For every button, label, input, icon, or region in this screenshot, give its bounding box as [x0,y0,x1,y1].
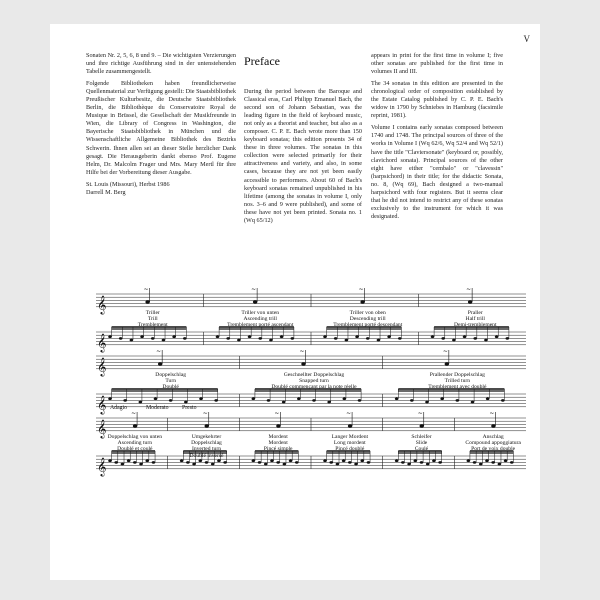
german-intro-column [86,52,236,201]
ornament-symbol-icon: ~ [442,348,448,355]
ornament-symbol-icon: ~ [131,410,137,417]
page-number: V [523,34,530,44]
ornament-label-line: Tremblement [137,322,168,329]
ornament-label-line: Snapped turn [299,378,329,385]
ornament-label [464,434,522,453]
ornament-label-line: Praller [467,310,483,316]
tempo-marking: Presto [182,405,197,411]
ornament-symbol-icon: ~ [358,286,364,293]
ornament-label-line: Tremblement porté descendant [333,322,403,329]
ornament-label-line: Inverted turn [191,446,221,453]
ornament-table [96,286,526,478]
ornament-label-line: Pincé doublé [335,446,365,453]
ornament-symbol-icon: ~ [274,410,280,417]
ornament-symbol-icon: ~ [489,410,495,417]
ornament-label-line: Doppelschlag von unten [107,434,163,440]
ornament-symbol-icon: ~ [466,286,472,293]
treble-clef-icon: 𝄞 [97,418,107,438]
ornament-label-line: Doppelschlag [155,372,187,378]
preface-paragraph: Volume I contains early sonatas composed between 1740 and 1748. The principal sources of three of the works in Volume I (Wq 62/6, Wq 52/4 and Wq 52/1) have the title "Claviersonate" (keyboard or, possibly, clavichord sonata). Principal sources of the other eight have either "cembalo" or "clavessin" (harpsichord) in their title; for the didactic Sonata, no. 8, (Wq 69), Bach designed a two-manual harpsichord with four registers. But it seems clear that he did not intend to restrict any of these sonatas exclusively to the instrument for which it was designated. [371,124,503,220]
ornament-label [178,434,236,459]
ornament-label-line: Turn [165,378,176,385]
ornament-label-line: Long mordent [333,440,366,447]
ornament-label-line: Doublé inversé [189,452,224,459]
tempo-marking: Adagio [110,405,128,411]
ornament-label [249,434,307,453]
ornament-label-line: Triller [145,310,160,316]
ornament-label [106,372,235,391]
ornament-label-line: Prallender Doppelschlag [429,372,485,378]
treble-clef-icon: 𝄞 [97,332,107,352]
ornament-symbol-icon: ~ [202,410,208,417]
ornament-label-line: Schleifer [411,434,432,440]
ornament-label [106,434,164,453]
ornament-label-line: Langer Mordent [331,434,369,440]
ornament-symbol-icon: ~ [299,348,305,355]
ornament-symbol-icon: ~ [417,410,423,417]
preface-paragraph: The 34 sonatas in this edition are presented in the chronological order of composition established by the Estate Catalog published by C. P. E. Bach's widow in 1790 by Schniebes in Hamburg (facsimile reprint, 1981). [371,80,503,120]
ornament-label-line: Ascending trill [243,316,277,323]
treble-clef-icon: 𝄞 [97,394,107,414]
ornament-label-line: Pincé simple [263,446,293,453]
ornament-label-line: Mordent [268,434,288,440]
treble-clef-icon: 𝄞 [97,456,107,476]
ornament-label-line: Doublé commençant par la note réelle [271,384,357,391]
preface-title: Preface [244,54,280,68]
ornament-symbol-icon: ~ [156,348,162,355]
ornament-label [214,310,308,329]
ornament-label [321,434,379,453]
ornament-label-line: Ascending turn [117,440,152,447]
ornament-label-line: Geschnellter Doppelschlag [283,372,345,378]
ornament-label [321,310,415,329]
ornament-label [249,372,378,391]
ornament-label-line: Anschlag [482,434,504,440]
tempo-marking: Moderato [146,405,169,411]
german-intro-paragraph: Sonaten Nr. 2, 5, 6, 8 und 9. – Die wichtigsten Verzierungen und ihre richtige Ausführung sind in der untenstehenden Tabelle zusammengestellt. [86,52,236,76]
preface-column-1 [244,52,362,229]
treble-clef-icon: 𝄞 [97,356,107,376]
preface-paragraph: appears in print for the first time in volume I; five other sonatas are published for the first time in volumes II and III. [371,52,503,76]
ornament-label-line: Coulé [414,446,429,453]
treble-clef-icon: 𝄞 [97,294,107,314]
ornament-label-line: Triller von unten [241,310,280,316]
ornament-label-line: Mordent [268,440,288,447]
ornament-label-line: Tremblement avec doublé [428,384,487,391]
signature-place-date: St. Louis (Missouri), Herbst 1986 [86,180,170,188]
ornament-label [429,310,523,329]
german-acknowledgements-paragraph: Folgende Bibliotheken haben freundlicherweise Quellenmaterial zur Verfügung gestellt: Die Staatsbibliothek Preußischer Kulturbesitz, die Deutsche Staatsbibliothek Berlin, die Bibliothèque du Conservatoire Royal de Musique in Brüssel, die Gesellschaft der Musikfreunde in Wien, die Library of Congress in Washington, die Bayerische Staatsbibliothek in München und die Wissenschaftliche Allgemeine Bibliothek des Bezirks Schwerin. Ihnen allen sei an dieser Stelle herzlicher Dank gesagt. Die Herausgeberin dankt ebenso Prof. Eugene Helm, Dr. Malcolm Frager und Mrs. Mary Mertl für ihre Hilfe bei der Vorbereitung dieser Ausgabe. [86,80,236,176]
ornament-label-line: Doublé [162,384,179,391]
ornament-label-line: Triller von oben [349,310,386,316]
ornament-label [393,434,451,453]
ornament-symbol-icon: ~ [251,286,257,293]
preface-column-2 [371,52,503,225]
preface-paragraph: During the period between the Baroque and Classical eras, Carl Philipp Emanuel Bach, the second son of Johann Sebastian, was the leading figure in the field of keyboard music, not only as a theorist and teacher, but also as a composer. C. P. E. Bach wrote more than 150 keyboard sonatas; this edition presents 34 of these in three volumes. The sonatas in this collection were selected primarily for their attractiveness and variety, and also, in some cases, because they are not yet been easily accessible to performers. About 60 of Bach's keyboard sonatas remained unpublished in his lifetime (among the sonatas in volume I, only nos. 3–6 and 9 were published), and some of these have not yet been printed. Sonata no. 1 (Wq 65/12) [244,88,362,224]
ornament-label [393,372,522,391]
score-page [50,24,540,580]
ornament-label-line: Tremblement porté ascendant [227,322,294,329]
ornament-label-line: Compound appoggiatura [465,440,521,447]
ornament-label-line: Trilled turn [444,378,471,385]
ornament-row-2 [96,348,526,414]
ornament-row-1 [96,286,526,352]
signature-name: Darrell M. Berg [86,188,126,196]
ornament-label-line: Slide [415,440,428,447]
ornament-label-line: Doublé et coulé [117,446,153,453]
ornament-label-line: Umgekehrter Doppelschlag [191,434,222,447]
ornament-row-3 [96,410,526,476]
ornament-label-line: Trill [147,316,158,323]
ornament-label-line: Descending trill [349,316,386,323]
ornament-symbol-icon: ~ [346,410,352,417]
ornament-label [106,310,200,329]
ornament-label-line: Demi-tremblement [453,322,497,329]
ornament-label-line: Half trill [465,316,485,323]
ornament-label-line: Port de voix double [471,446,516,453]
ornament-symbol-icon: ~ [143,286,149,293]
